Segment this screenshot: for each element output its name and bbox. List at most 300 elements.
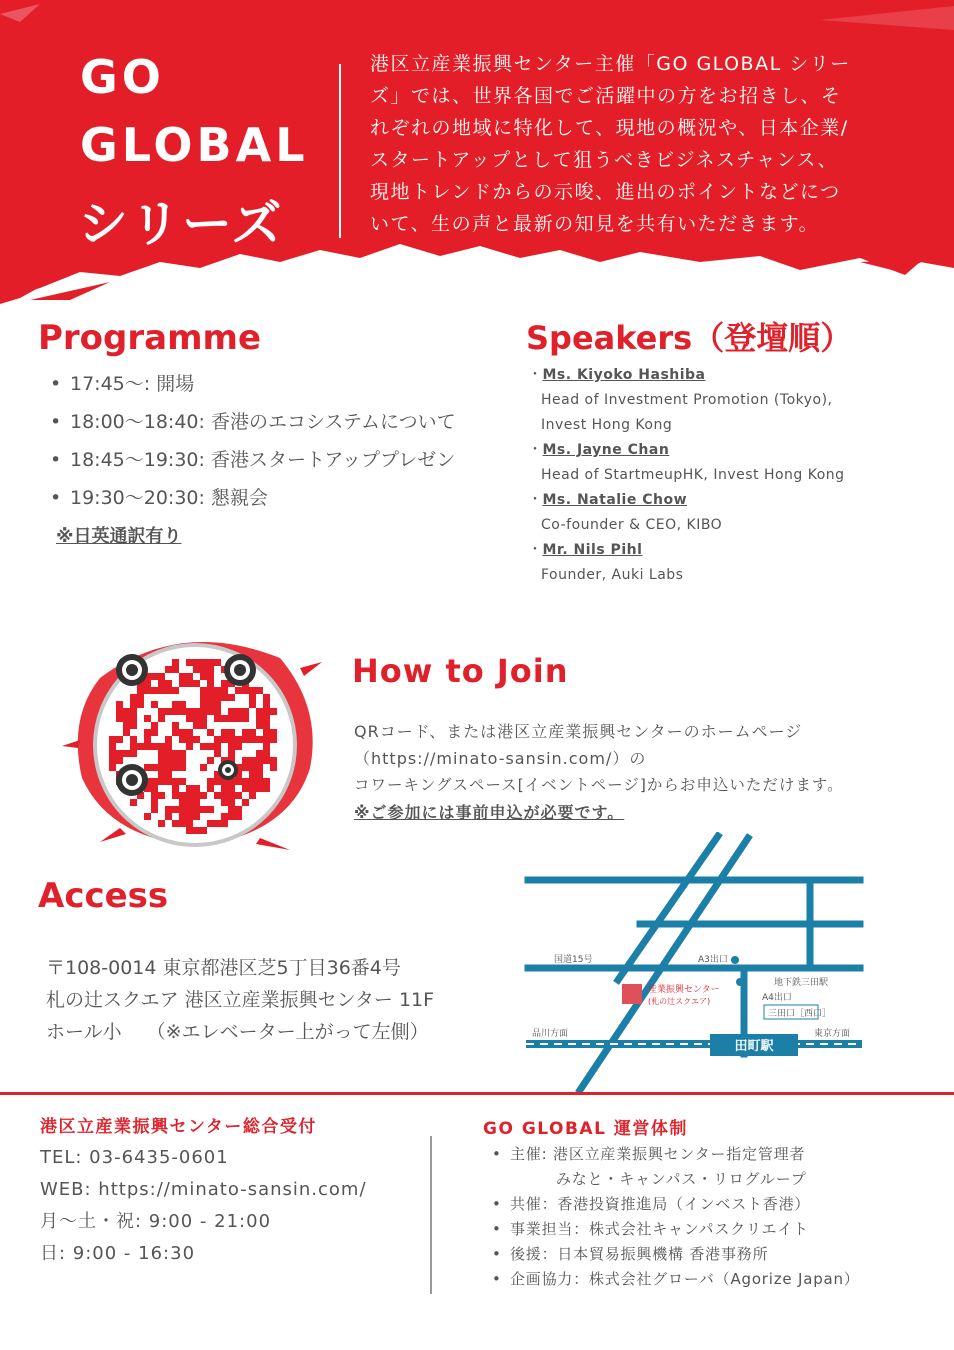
qr-cell — [172, 722, 179, 729]
qr-cell — [123, 722, 130, 729]
qr-cell — [200, 666, 207, 673]
qr-cell — [249, 778, 256, 785]
qr-cell — [158, 771, 165, 778]
qr-cell — [144, 813, 151, 820]
qr-cell — [256, 750, 263, 757]
qr-cell — [235, 778, 242, 785]
qr-cell — [249, 694, 256, 701]
join-text — [354, 718, 944, 826]
qr-cell — [172, 785, 179, 792]
qr-cell — [235, 792, 242, 799]
qr-cell — [193, 785, 200, 792]
qr-cell — [158, 764, 165, 771]
qr-cell — [130, 708, 137, 715]
programme-item: • 18:00～18:40: 香港のエコシステムについて — [48, 403, 518, 441]
qr-cell — [193, 799, 200, 806]
join-url: （https://minato-sansin.com/）の — [354, 749, 647, 768]
qr-cell — [214, 687, 221, 694]
qr-cell — [144, 680, 151, 687]
qr-cell — [116, 757, 123, 764]
qr-cell — [256, 785, 263, 792]
qr-cell — [256, 722, 263, 729]
speaker-entry: ・Ms. Jayne Chan — [528, 442, 670, 458]
qr-cell — [235, 715, 242, 722]
qr-cell — [270, 764, 277, 771]
qr-cell — [151, 792, 158, 799]
qr-cell — [200, 764, 207, 771]
intro-line: 港区立産業振興センター主催「GO GLOBAL シリー — [370, 53, 851, 75]
address-line: 札の辻スクエア 港区立産業振興センター 11F — [46, 989, 435, 1011]
org-item-cont: みなと・キャンパス・リログループ — [556, 1170, 807, 1188]
intro-line: いて、生の声と最新の知見を共有いただきます。 — [370, 213, 820, 235]
qr-cell — [172, 708, 179, 715]
qr-cell — [130, 750, 137, 757]
qr-cell — [242, 785, 249, 792]
qr-cell — [256, 778, 263, 785]
qr-cell — [207, 785, 214, 792]
qr-cell — [235, 736, 242, 743]
qr-cell — [179, 680, 186, 687]
qr-cell — [207, 743, 214, 750]
qr-cell — [207, 757, 214, 764]
center-label: 産業振興センター — [648, 985, 720, 995]
qr-cell — [186, 806, 193, 813]
qr-cell — [186, 813, 193, 820]
reception-hours: 月～土・祝: 9:00 - 21:00 — [40, 1211, 272, 1232]
exit-a4-label: A4出口 — [762, 993, 792, 1003]
intro-line: 現地トレンドからの示唆、進出のポイントなどにつ — [370, 181, 841, 203]
qr-cell — [186, 729, 193, 736]
qr-cell — [172, 820, 179, 827]
speaker-name: Ms. Kiyoko Hashiba — [542, 367, 706, 383]
qr-cell — [221, 736, 228, 743]
qr-cell — [235, 708, 242, 715]
qr-cell — [193, 722, 200, 729]
qr-cell — [165, 743, 172, 750]
tokyo-label: 東京方面 — [814, 1029, 851, 1039]
qr-cell — [123, 750, 130, 757]
subway-label: 地下鉄三田駅 — [774, 978, 829, 988]
org-item: • 企画協力：株式会社グローバ（Agorize Japan） — [488, 1267, 948, 1292]
qr-cell — [186, 736, 193, 743]
qr-cell — [144, 736, 151, 743]
qr-cell — [165, 778, 172, 785]
programme-list — [48, 365, 518, 517]
qr-cell — [172, 729, 179, 736]
qr-cell — [221, 785, 228, 792]
qr-cell — [214, 778, 221, 785]
qr-cell — [207, 694, 214, 701]
qr-cell — [228, 813, 235, 820]
qr-cell — [151, 806, 158, 813]
qr-cell — [158, 680, 165, 687]
qr-cell — [200, 743, 207, 750]
speaker-role: Head of Investment Promotion (Tokyo), — [541, 392, 833, 408]
qr-cell — [186, 792, 193, 799]
qr-cell — [193, 659, 200, 666]
qr-cell — [270, 729, 277, 736]
qr-cell — [193, 666, 200, 673]
qr-cell — [200, 708, 207, 715]
qr-cell — [193, 736, 200, 743]
qr-cell — [165, 680, 172, 687]
qr-cell — [207, 778, 214, 785]
qr-cell — [249, 792, 256, 799]
qr-cell — [200, 701, 207, 708]
qr-cell — [263, 701, 270, 708]
org-item — [488, 1142, 948, 1192]
qr-cell — [256, 764, 263, 771]
qr-cell — [256, 736, 263, 743]
qr-cell — [137, 694, 144, 701]
registration-note: ※ご参加には事前申込が必要です。 — [354, 803, 625, 822]
speaker-entry: ・Ms. Kiyoko Hashiba — [528, 367, 706, 383]
qr-cell — [172, 792, 179, 799]
qr-cell — [207, 806, 214, 813]
qr-cell — [179, 792, 186, 799]
qr-cell — [116, 715, 123, 722]
speaker-role: Founder, Auki Labs — [541, 567, 684, 583]
qr-cell — [165, 771, 172, 778]
qr-cell — [207, 680, 214, 687]
qr-cell — [130, 694, 137, 701]
qr-cell — [186, 827, 193, 834]
programme-item: • 19:30～20:30: 懇親会 — [48, 479, 518, 517]
qr-cell — [221, 729, 228, 736]
reception-hours: 日: 9:00 - 16:30 — [40, 1243, 196, 1264]
qr-cell — [207, 673, 214, 680]
qr-cell — [263, 785, 270, 792]
qr-cell — [228, 750, 235, 757]
qr-cell — [123, 715, 130, 722]
qr-cell — [186, 820, 193, 827]
qr-cell — [214, 743, 221, 750]
qr-cell — [235, 687, 242, 694]
qr-cell — [193, 813, 200, 820]
qr-cell — [151, 785, 158, 792]
qr-cell — [249, 701, 256, 708]
qr-cell — [242, 799, 249, 806]
programme-item: • 17:45～: 開場 — [48, 365, 518, 403]
qr-cell — [228, 799, 235, 806]
qr-cell — [235, 743, 242, 750]
qr-cell — [158, 673, 165, 680]
qr-cell — [221, 687, 228, 694]
qr-cell — [158, 750, 165, 757]
intro-line: れぞれの地域に特化して、現地の概況や、日本企業/ — [370, 117, 849, 139]
intro-line: スタートアップとして狙うべきビジネスチャンス、 — [370, 149, 839, 171]
qr-cell — [235, 806, 242, 813]
qr-cell — [263, 778, 270, 785]
qr-cell — [214, 792, 221, 799]
qr-cell — [200, 806, 207, 813]
qr-cell — [123, 708, 130, 715]
qr-cell — [193, 680, 200, 687]
qr-cell — [228, 736, 235, 743]
qr-cell — [242, 778, 249, 785]
qr-cell — [151, 729, 158, 736]
qr-cell — [130, 799, 137, 806]
qr-cell — [151, 764, 158, 771]
footer-divider — [0, 1092, 954, 1095]
qr-cell — [221, 813, 228, 820]
qr-cell — [200, 827, 207, 834]
qr-cell — [249, 736, 256, 743]
speaker-role: Invest Hong Kong — [541, 417, 673, 433]
qr-cell — [214, 820, 221, 827]
qr-cell — [263, 715, 270, 722]
qr-cell — [228, 708, 235, 715]
qr-cell — [186, 715, 193, 722]
qr-cell — [221, 799, 228, 806]
qr-cell — [109, 743, 116, 750]
qr-cell — [172, 757, 179, 764]
qr-finder-bottom-left — [116, 764, 148, 796]
programme-item: • 18:45～19:30: 香港スタートアッププレゼン — [48, 441, 518, 479]
qr-cell — [158, 715, 165, 722]
qr-cell — [270, 708, 277, 715]
qr-cell — [130, 743, 137, 750]
qr-cell — [151, 799, 158, 806]
qr-cell — [214, 694, 221, 701]
qr-cell — [158, 778, 165, 785]
organization-title: GO GLOBAL 運営体制 — [483, 1119, 688, 1139]
qr-cell — [151, 778, 158, 785]
programme-title: Programme — [38, 318, 262, 358]
qr-cell — [116, 701, 123, 708]
intro-line: ズ」では、世界各国でご活躍中の方をお招きし、そ — [370, 85, 842, 107]
qr-cell — [179, 673, 186, 680]
qr-cell — [144, 743, 151, 750]
qr-cell — [242, 715, 249, 722]
qr-cell — [207, 701, 214, 708]
qr-cell — [158, 743, 165, 750]
qr-cell — [130, 715, 137, 722]
qr-cell — [214, 659, 221, 666]
qr-cell — [242, 729, 249, 736]
qr-cell — [179, 764, 186, 771]
qr-cell — [207, 820, 214, 827]
qr-cell — [158, 708, 165, 715]
organization-list — [488, 1142, 948, 1292]
qr-cell — [263, 722, 270, 729]
qr-cell — [151, 701, 158, 708]
qr-cell — [249, 785, 256, 792]
qr-cell — [221, 715, 228, 722]
station-label: 田町駅 — [734, 1039, 774, 1054]
org-item-text: 主催: 港区立産業振興センター指定管理者 — [510, 1145, 806, 1163]
qr-cell — [200, 715, 207, 722]
join-title: How to Join — [352, 652, 569, 690]
qr-cell — [242, 736, 249, 743]
qr-cell — [179, 757, 186, 764]
speakers-list — [528, 363, 948, 588]
qr-cell — [214, 736, 221, 743]
mita-west-label: 三田口［西口］ — [768, 1009, 832, 1019]
join-line: QRコード、または港区立産業振興センターのホームページ — [354, 722, 803, 741]
qr-cell — [263, 757, 270, 764]
qr-cell — [172, 750, 179, 757]
qr-cell — [137, 687, 144, 694]
qr-cell — [263, 729, 270, 736]
title-global: GLOBAL — [80, 118, 309, 172]
qr-cell — [256, 771, 263, 778]
qr-cell — [144, 715, 151, 722]
qr-cell — [144, 729, 151, 736]
qr-cell — [207, 687, 214, 694]
qr-cell — [172, 701, 179, 708]
qr-cell — [172, 806, 179, 813]
qr-cell — [263, 694, 270, 701]
qr-cell — [186, 785, 193, 792]
qr-cell — [165, 736, 172, 743]
qr-cell — [263, 736, 270, 743]
qr-cell — [165, 806, 172, 813]
qr-cell — [165, 757, 172, 764]
speaker-name: Ms. Jayne Chan — [542, 442, 670, 458]
qr-cell — [214, 750, 221, 757]
title-go: GO — [80, 50, 165, 104]
qr-cell — [200, 694, 207, 701]
qr-cell — [109, 750, 116, 757]
reception-tel: TEL: 03-6435-0601 — [40, 1147, 229, 1168]
qr-code[interactable] — [60, 628, 330, 858]
qr-cell — [179, 708, 186, 715]
center-sub-label: (札の辻スクエア) — [648, 997, 711, 1006]
join-line: コワーキングスペース[イベントページ]からお申込いただけます。 — [354, 776, 844, 794]
qr-cell — [186, 659, 193, 666]
road-label: 国道15号 — [554, 955, 593, 965]
qr-cell — [186, 743, 193, 750]
qr-cell — [109, 736, 116, 743]
qr-cell — [179, 701, 186, 708]
qr-cell — [214, 708, 221, 715]
qr-cell — [256, 687, 263, 694]
speaker-name: Ms. Natalie Chow — [542, 492, 688, 508]
qr-cell — [151, 687, 158, 694]
qr-cell — [256, 708, 263, 715]
qr-cell — [179, 750, 186, 757]
qr-cell — [249, 757, 256, 764]
qr-cell — [214, 715, 221, 722]
qr-cell — [172, 764, 179, 771]
qr-cell — [116, 736, 123, 743]
qr-cell — [235, 813, 242, 820]
speakers-title: Speakers（登壇順） — [526, 319, 853, 357]
qr-cell — [228, 785, 235, 792]
qr-cell — [249, 764, 256, 771]
qr-cell — [116, 750, 123, 757]
access-title: Access — [38, 876, 169, 916]
qr-cell — [109, 757, 116, 764]
qr-cell — [207, 666, 214, 673]
qr-cell — [200, 659, 207, 666]
qr-cell — [123, 729, 130, 736]
qr-cell — [179, 729, 186, 736]
access-map — [520, 832, 870, 1094]
qr-cell — [144, 687, 151, 694]
speaker-role: Co-founder & CEO, KIBO — [541, 517, 723, 533]
qr-cell — [249, 687, 256, 694]
qr-cell — [109, 764, 116, 771]
speaker-role: Head of StartmeupHK, Invest Hong Kong — [541, 467, 845, 483]
reception-title: 港区立産業振興センター総合受付 — [40, 1117, 317, 1137]
qr-cell — [158, 687, 165, 694]
qr-cell — [263, 743, 270, 750]
qr-cell — [263, 750, 270, 757]
qr-cell — [193, 708, 200, 715]
qr-cell — [200, 722, 207, 729]
qr-cell — [214, 701, 221, 708]
qr-cell — [186, 799, 193, 806]
qr-cell — [249, 771, 256, 778]
qr-cell — [249, 729, 256, 736]
speaker-name: Mr. Nils Pihl — [542, 542, 643, 558]
qr-cell — [137, 743, 144, 750]
address-line: ホール小 （※エレベーター上がって左側） — [46, 1021, 429, 1043]
qr-cell — [158, 820, 165, 827]
interpretation-note: ※日英通訳有り — [56, 526, 182, 547]
qr-cell — [165, 813, 172, 820]
shinagawa-label: 品川方面 — [532, 1029, 569, 1039]
qr-cell — [228, 806, 235, 813]
qr-cell — [207, 729, 214, 736]
qr-cell — [263, 708, 270, 715]
qr-cell — [130, 736, 137, 743]
qr-cell — [158, 757, 165, 764]
qr-cell — [193, 827, 200, 834]
qr-cell — [193, 715, 200, 722]
qr-cell — [179, 799, 186, 806]
qr-cell — [172, 687, 179, 694]
qr-cell — [270, 736, 277, 743]
qr-cell — [256, 757, 263, 764]
qr-cell — [179, 736, 186, 743]
access-address — [46, 952, 516, 1048]
qr-cell — [186, 673, 193, 680]
qr-cell — [207, 659, 214, 666]
qr-cell — [221, 820, 228, 827]
intro-text — [370, 48, 940, 240]
qr-cell — [179, 778, 186, 785]
qr-cell — [165, 750, 172, 757]
qr-cell — [172, 778, 179, 785]
qr-alignment — [218, 760, 238, 780]
qr-cell — [242, 757, 249, 764]
qr-finder-top-right — [224, 654, 256, 686]
qr-cell — [137, 701, 144, 708]
reception-web: WEB: https://minato-sansin.com/ — [40, 1179, 367, 1200]
qr-cell — [228, 792, 235, 799]
qr-cell — [242, 708, 249, 715]
qr-cell — [165, 666, 172, 673]
qr-cell — [179, 813, 186, 820]
qr-cell — [130, 701, 137, 708]
qr-cell — [200, 792, 207, 799]
qr-cell — [242, 687, 249, 694]
qr-cell — [165, 687, 172, 694]
org-item: • 事業担当：株式会社キャンパスクリエイト — [488, 1217, 948, 1242]
qr-cell — [179, 820, 186, 827]
qr-cell — [130, 722, 137, 729]
qr-cell — [172, 659, 179, 666]
qr-cell — [228, 743, 235, 750]
org-item: • 共催：香港投資推進局（インベスト香港） — [488, 1192, 948, 1217]
qr-cell — [242, 764, 249, 771]
qr-cell — [256, 715, 263, 722]
qr-cell — [158, 792, 165, 799]
qr-cell — [207, 708, 214, 715]
